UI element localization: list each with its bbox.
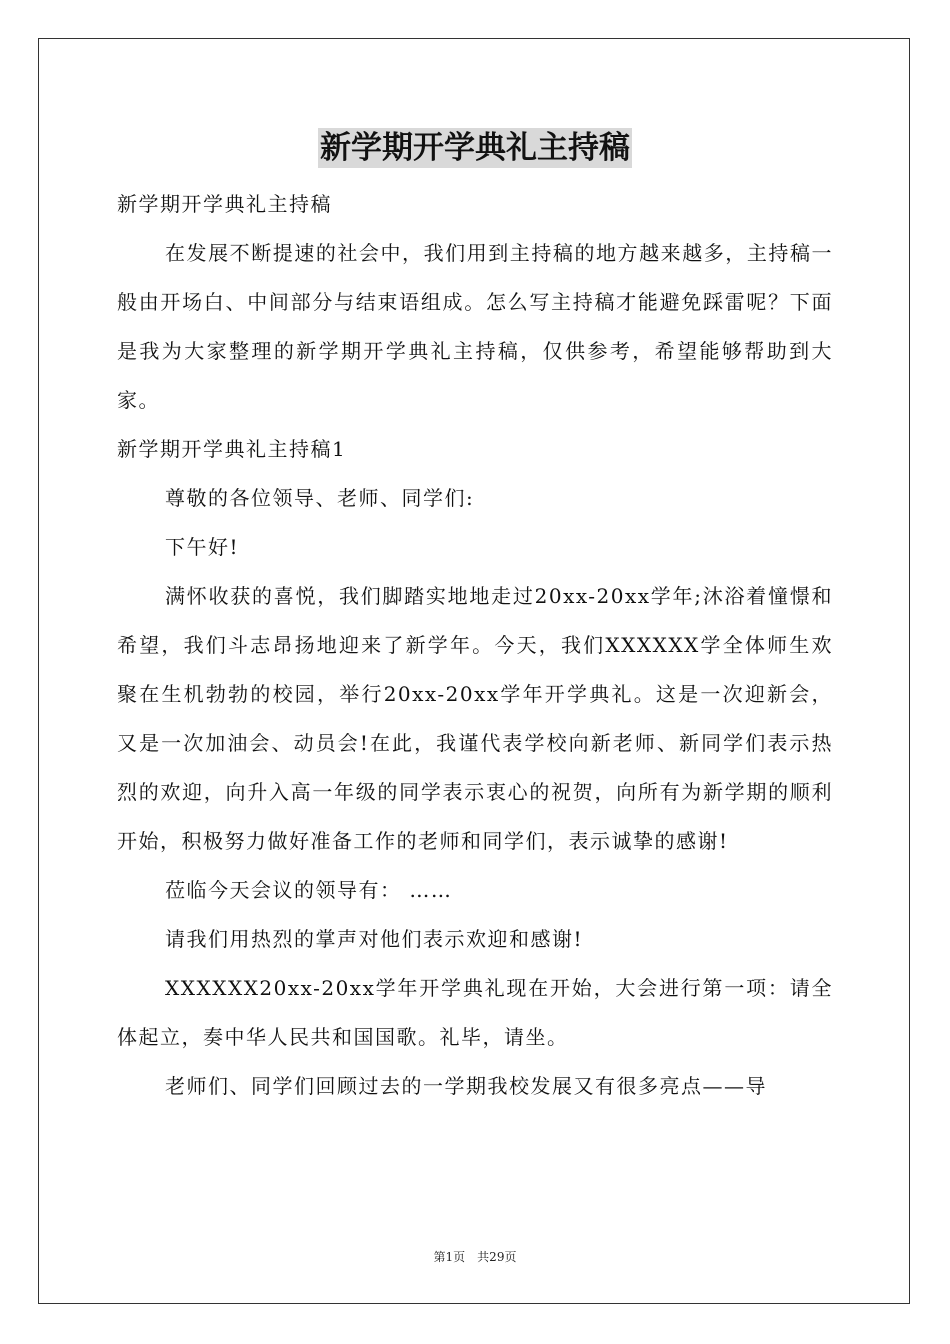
page-number: 第1页 共29页 [433,1250,517,1264]
paragraph: 满怀收获的喜悦，我们脚踏实地地走过20xx-20xx学年;沐浴着憧憬和希望，我们斗志昂扬地迎来了新学年。今天，我们XXXXXX学全体师生欢聚在生机勃勃的校园，举行20xx-20xx学年开学典礼。这是一次迎新会，又是一次加油会、动员会!在此，我谨代表学校向新老师、新同学们表示热烈的欢迎，向升入高一年级的同学表示衷心的祝贺，向所有为新学期的顺利开始，积极努力做好准备工作的老师和同学们，表示诚挚的感谢! [117,584,833,853]
paragraph: 老师们、同学们回顾过去的一学期我校发展又有很多亮点——导 [165,1074,767,1098]
paragraph: 请我们用热烈的掌声对他们表示欢迎和感谢! [165,927,584,951]
paragraph: 新学期开学典礼主持稿 [117,192,332,216]
page-footer [0,1248,950,1265]
paragraph: 新学期开学典礼主持稿1 [117,437,347,461]
paragraph: 在发展不断提速的社会中，我们用到主持稿的地方越来越多，主持稿一般由开场白、中间部分与结束语组成。怎么写主持稿才能避免踩雷呢？下面是我为大家整理的新学期开学典礼主持稿，仅供参考，希望能够帮助到大家。 [117,241,833,412]
paragraph: XXXXXX20xx-20xx学年开学典礼现在开始，大会进行第一项：请全体起立，奏中华人民共和国国歌。礼毕，请坐。 [117,976,833,1049]
paragraph: 尊敬的各位领导、老师、同学们: [165,486,475,510]
title-container [0,128,950,168]
paragraph: 下午好! [165,535,240,559]
document-title: 新学期开学典礼主持稿 [320,130,630,166]
document-body [117,180,833,1111]
paragraph: 莅临今天会议的领导有： …… [165,878,453,902]
